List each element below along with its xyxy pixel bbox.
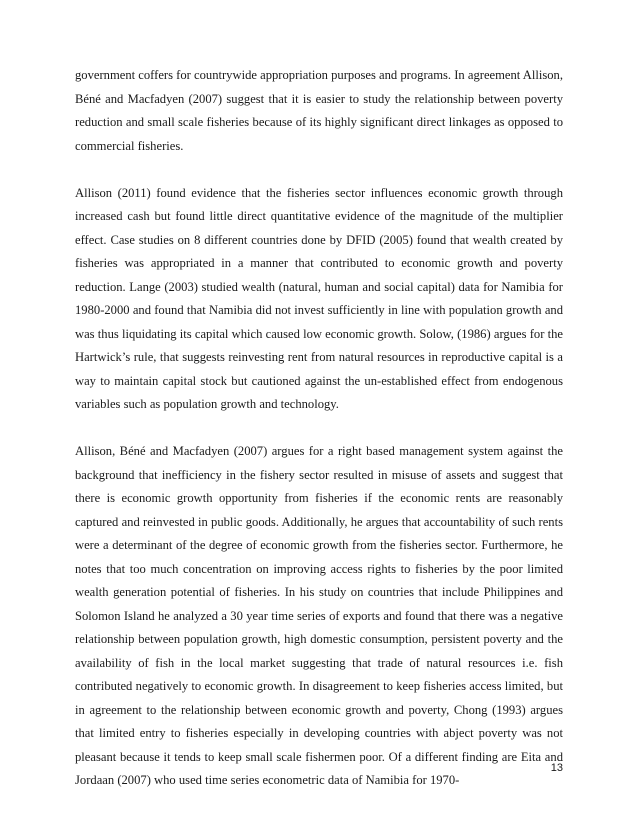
page-number: 13	[550, 762, 563, 774]
body-text	[75, 64, 563, 793]
paragraph-2: Allison (2011) found evidence that the fisheries sector influences economic growth through increased cash but found little direct quantitative evidence of the magnitude of the multiplier effect. Case studies on 8 different countries done by DFID (2005) found that wealth created by fisheries was appropriated in a manner that contributed to economic growth and poverty reduction. Lange (2003) studied wealth (natural, human and social capital) data for Namibia for 1980-2000 and found that Namibia did not invest sufficiently in line with population growth and was thus liquidating its capital which caused low economic growth. Solow, (1986) argues for the Hartwick’s rule, that suggests reinvesting rent from natural resources in reproductive capital is a way to maintain capital stock but cautioned against the un-established effect from endogenous variables such as population growth and technology.	[75, 185, 563, 411]
paragraph-1: government coffers for countrywide appropriation purposes and programs. In agreement Allison, Béné and Macfadyen (2007) suggest that it is easier to study the relationship between poverty reduction and small scale fisheries because of its highly significant direct linkages as opposed to commercial fisheries.	[75, 68, 563, 153]
paragraph-3: Allison, Béné and Macfadyen (2007) argues for a right based management system against the background that inefficiency in the fishery sector resulted in misuse of assets and suggest that there is economic growth opportunity from fisheries if the economic rents are reasonably captured and reinvested in public goods. Additionally, he argues that accountability of such rents were a determinant of the degree of economic growth from the fisheries sector. Furthermore, he notes that too much concentration on improving access rights to fisheries by the poor limited wealth generation potential of fisheries. In his study on countries that include Philippines and Solomon Island he analyzed a 30 year time series of exports and found that there was a negative relationship between population growth, high domestic consumption, persistent poverty and the availability of fish in the local market suggesting that trade of natural resources i.e. fish contributed negatively to economic growth. In disagreement to keep fisheries access limited, but in agreement to the relationship between economic growth and poverty, Chong (1993) argues that limited entry to fisheries especially in developing countries with abject poverty was not pleasant because it tends to keep small scale fishermen poor. Of a different finding are Eita and Jordaan (2007) who used time series econometric data of Namibia for 1970-	[75, 444, 563, 787]
